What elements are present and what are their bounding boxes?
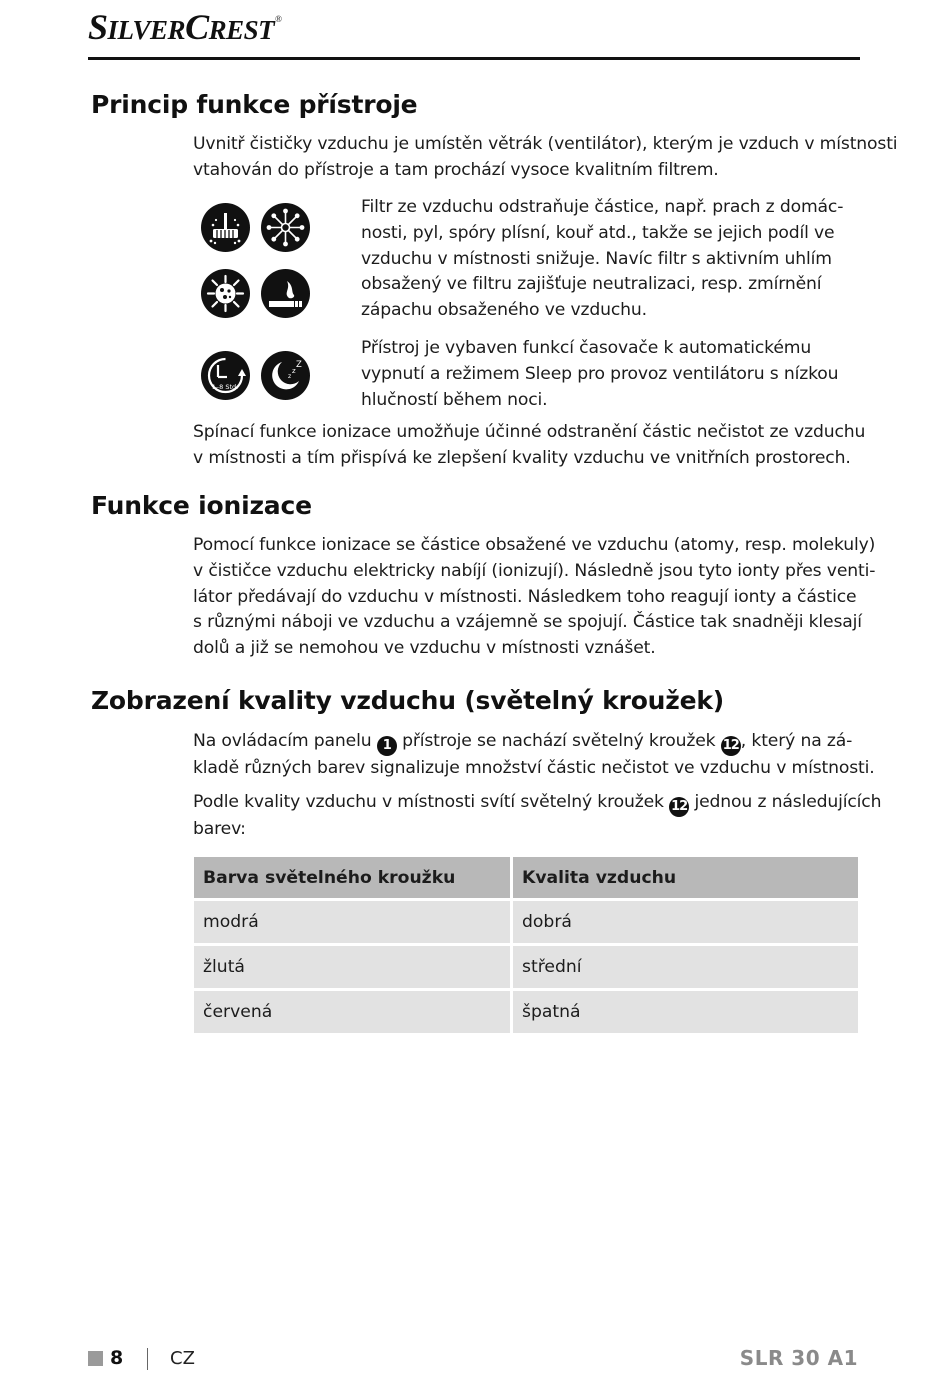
footer-marker [88,1351,103,1366]
air-quality-colors-intro: Podle kvality vzduchu v místnosti svítí světelný kroužek 12 jednou z následujících barev: [193,792,882,839]
header-divider [88,57,860,60]
sleep-mode-icon [261,351,310,400]
svg-text:z: z [292,367,296,375]
table-row [194,901,858,946]
timer-icon [201,351,250,400]
table-header-quality: Kvalita vzduchu [513,857,858,901]
table-header-row [194,857,858,901]
table-cell-quality: špatná [513,991,858,1036]
language-code: CZ [170,1348,195,1369]
table-cell-quality: střední [513,946,858,991]
dust-icon [201,203,250,252]
timer-label: 1–8 Std. [211,383,239,391]
model-number: SLR 30 A1 [739,1346,858,1370]
brand-logo: SILVERCREST® [88,7,282,47]
table-cell-color: modrá [194,901,513,946]
mold-spore-icon [201,269,250,318]
section-title-ionization: Funkce ionizace [91,491,312,520]
ref-marker-12: 12 [669,797,689,817]
table-cell-color: žlutá [194,946,513,991]
svg-text:z: z [288,373,292,380]
table-cell-color: červená [194,991,513,1036]
principle-intro: Uvnitř čističky vzduchu je umístěn větrák (ventilátor), kterým je vzduch v místnosti vtahován do přístroje a tam prochází vysoce kvalitním filtrem. [193,134,898,180]
section-title-principle: Princip funkce přístroje [91,90,418,119]
table-cell-quality: dobrá [513,901,858,946]
table-row [194,946,858,991]
timer-sleep-description: Přístroj je vybaven funkcí časovače k automatickému vypnutí a režimem Sleep pro provoz ventilátoru s nízkou hlučností během noci. [361,338,839,410]
ref-marker-1: 1 [377,736,397,756]
ref-marker-12: 12 [721,736,741,756]
page-number: 8 [110,1347,124,1369]
ionization-switch-description: Spínací funkce ionizace umožňuje účinné odstranění částic nečistot ze vzduchu v místnosti a tím přispívá ke zlepšení kvality vzduchu ve vnitřních prostorech. [193,422,866,468]
svg-text:Z: Z [296,360,302,370]
table-header-color: Barva světelného kroužku [194,857,513,901]
smoke-icon [261,269,310,318]
footer-divider [147,1348,148,1370]
air-quality-table [194,857,858,1036]
table-row [194,991,858,1036]
pollen-icon [261,203,310,252]
ionization-text: Pomocí funkce ionizace se částice obsažené ve vzduchu (atomy, resp. molekuly) v čističce vzduchu elektricky nabíjí (ionizují). Následně jsou tyto ionty přes venti- látor předávají do vzduchu v místnosti. Následkem toho reagují ionty a částice s různými náboji ve vzduchu a vzájemně se spojují. Částice tak snadněji klesají dolů a již se nemohou ve vzduchu v místnosti vznášet. [193,535,876,659]
section-title-air-quality: Zobrazení kvality vzduchu (světelný kroužek) [91,686,725,715]
air-quality-intro: Na ovládacím panelu 1 přístroje se nachází světelný kroužek 12 , který na zá- kladě různých barev signalizuje množství částic nečistot ve vzduchu v místnosti. [193,731,875,778]
filter-description: Filtr ze vzduchu odstraňuje částice, např. prach z domác- nosti, pyl, spóry plísní, kouř atd., takže se jejich podíl ve vzduchu v místnosti snižuje. Navíc filtr s aktivním uhlím obsažený ve filtru zajišťuje neutralizaci, resp. zmírnění zápachu obsaženého ve vzduchu. [361,197,844,321]
